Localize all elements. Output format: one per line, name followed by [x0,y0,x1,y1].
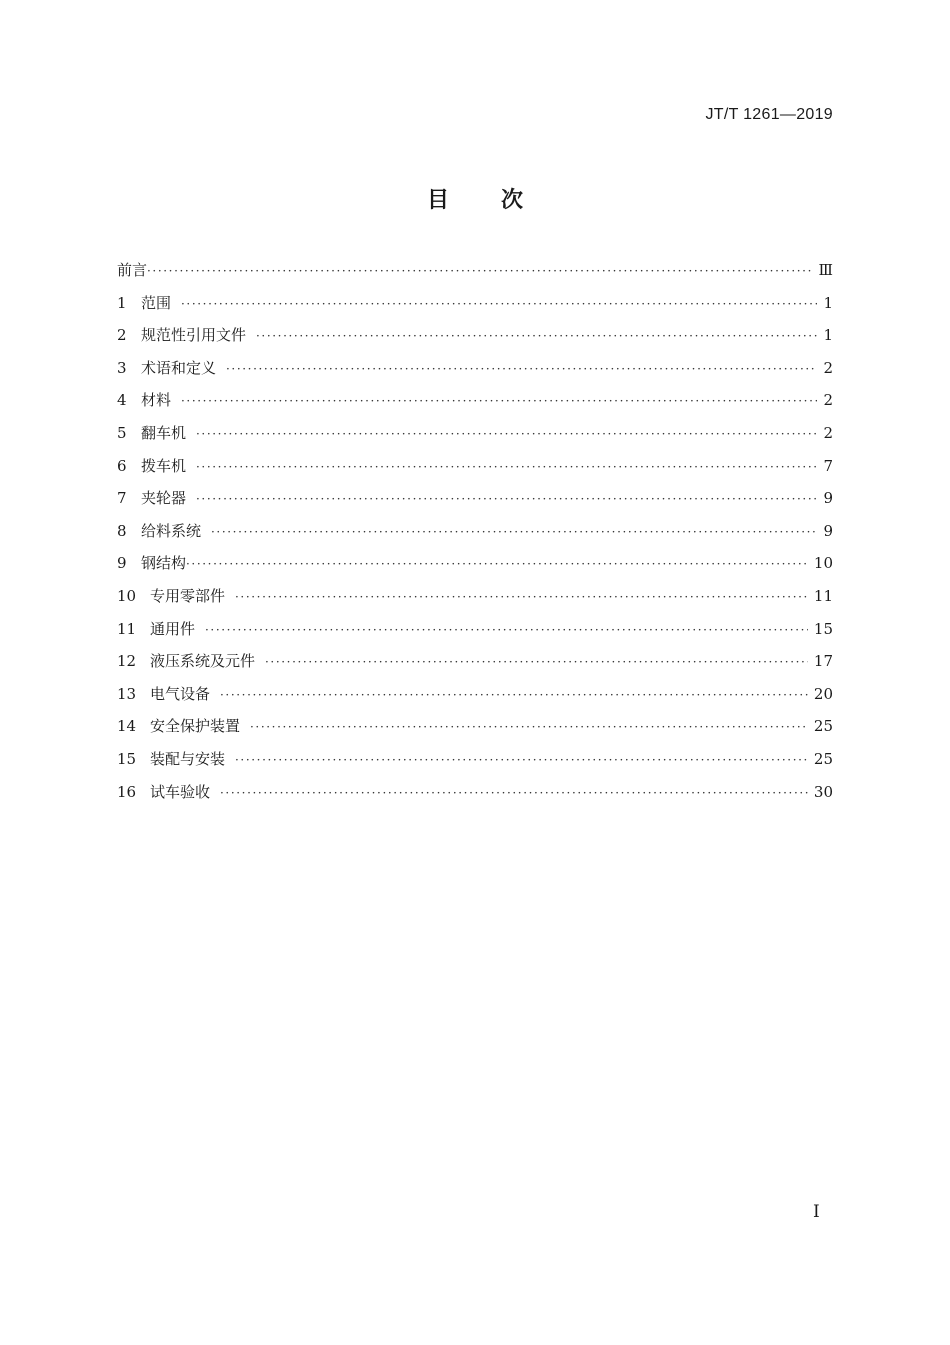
toc-entry-number: 14 [117,717,137,736]
toc-entry[interactable] [117,547,833,580]
toc-entry-number: 1 [117,293,127,312]
page-number: I [813,1202,820,1222]
toc-entry[interactable] [117,710,833,743]
toc-entry[interactable] [117,482,833,515]
table-of-contents [117,254,833,808]
toc-entry[interactable] [117,287,833,320]
toc-entry-number: 7 [117,489,127,508]
toc-entry[interactable] [117,743,833,776]
toc-entry-label: 材料 [141,391,172,410]
toc-leader-dots [196,418,817,451]
toc-entry-number: 8 [117,521,127,540]
toc-entry-label: 翻车机 [141,423,187,442]
toc-entry-label: 拨车机 [141,456,187,475]
toc-entry-label: 试车验收 [150,782,211,801]
toc-leader-dots [196,451,817,484]
toc-entry-label: 通用件 [150,619,196,638]
toc-entry[interactable] [117,678,833,711]
toc-entry-page: 2 [823,358,833,377]
toc-entry-label: 液压系统及元件 [150,652,256,671]
toc-entry[interactable] [117,384,833,417]
toc-entry-page: 25 [813,749,833,768]
toc-entry-page: 25 [813,717,833,736]
toc-entry-label: 电气设备 [150,684,211,703]
toc-entry-label: 范围 [141,293,172,312]
toc-leader-dots [226,353,817,386]
toc-entry-label: 专用零部件 [150,586,226,605]
toc-entry-label: 前言 [117,261,148,279]
toc-leader-dots [250,711,808,744]
toc-entry-page: 30 [813,782,833,801]
toc-leader-dots [181,385,817,418]
toc-entry-page: 2 [823,423,833,442]
toc-entry[interactable] [117,515,833,548]
toc-entry-label: 装配与安装 [150,749,226,768]
toc-entry-page: 2 [823,391,833,410]
toc-entry[interactable] [117,613,833,646]
toc-entry-page: 15 [813,619,833,638]
toc-entry-number: 15 [117,749,137,768]
toc-entry-number: 5 [117,423,127,442]
toc-entry-page: 11 [813,586,833,605]
toc-entry[interactable] [117,645,833,678]
toc-entry[interactable] [117,776,833,809]
toc-leader-dots [181,288,817,321]
toc-entry-page: 20 [813,684,833,703]
toc-leader-dots [196,483,817,516]
toc-entry-number: 10 [117,586,137,605]
toc-entry[interactable] [117,450,833,483]
toc-entry[interactable] [117,352,833,385]
toc-entry-number: 3 [117,358,127,377]
toc-entry-number: 16 [117,782,137,801]
toc-title-char: 目 [426,188,449,213]
toc-entry-page: 1 [823,326,833,345]
toc-leader-dots [265,646,808,679]
toc-entry-label: 规范性引用文件 [141,326,247,345]
toc-leader-dots [235,581,808,614]
toc-leader-dots [186,548,808,581]
toc-leader-dots [235,744,808,777]
toc-entry-label: 安全保护装置 [150,717,241,736]
toc-title [0,183,950,214]
toc-entry-label: 给料系统 [141,521,202,540]
toc-entry-page: 17 [813,652,833,671]
toc-leader-dots [256,320,817,353]
toc-leader-dots [220,777,808,810]
toc-entry-number: 9 [117,554,127,573]
toc-entry-page: 10 [813,554,833,573]
toc-entry-number: 4 [117,391,127,410]
toc-entry-label: 术语和定义 [141,358,217,377]
toc-entry-number: 13 [117,684,137,703]
toc-entry-label: 钢结构 [141,554,187,573]
toc-title-char: 次 [501,188,524,213]
toc-entry-number: 12 [117,652,137,671]
toc-entry-page: 9 [823,489,833,508]
toc-entry[interactable] [117,580,833,613]
toc-entry-number: 11 [117,619,137,638]
toc-entry[interactable] [117,319,833,352]
toc-leader-dots [147,255,813,288]
toc-entry-page: 7 [823,456,833,475]
standard-code: JT/T 1261—2019 [705,106,833,123]
toc-entry-label: 夹轮器 [141,489,187,508]
toc-leader-dots [211,516,817,549]
toc-leader-dots [205,614,808,647]
toc-leader-dots [220,679,808,712]
toc-entry-number: 2 [117,326,127,345]
toc-entry[interactable] [117,417,833,450]
toc-entry-page: Ⅲ [818,261,833,279]
toc-entry-page: 9 [823,521,833,540]
toc-entry[interactable] [117,254,833,287]
toc-entry-page: 1 [823,293,833,312]
toc-entry-number: 6 [117,456,127,475]
